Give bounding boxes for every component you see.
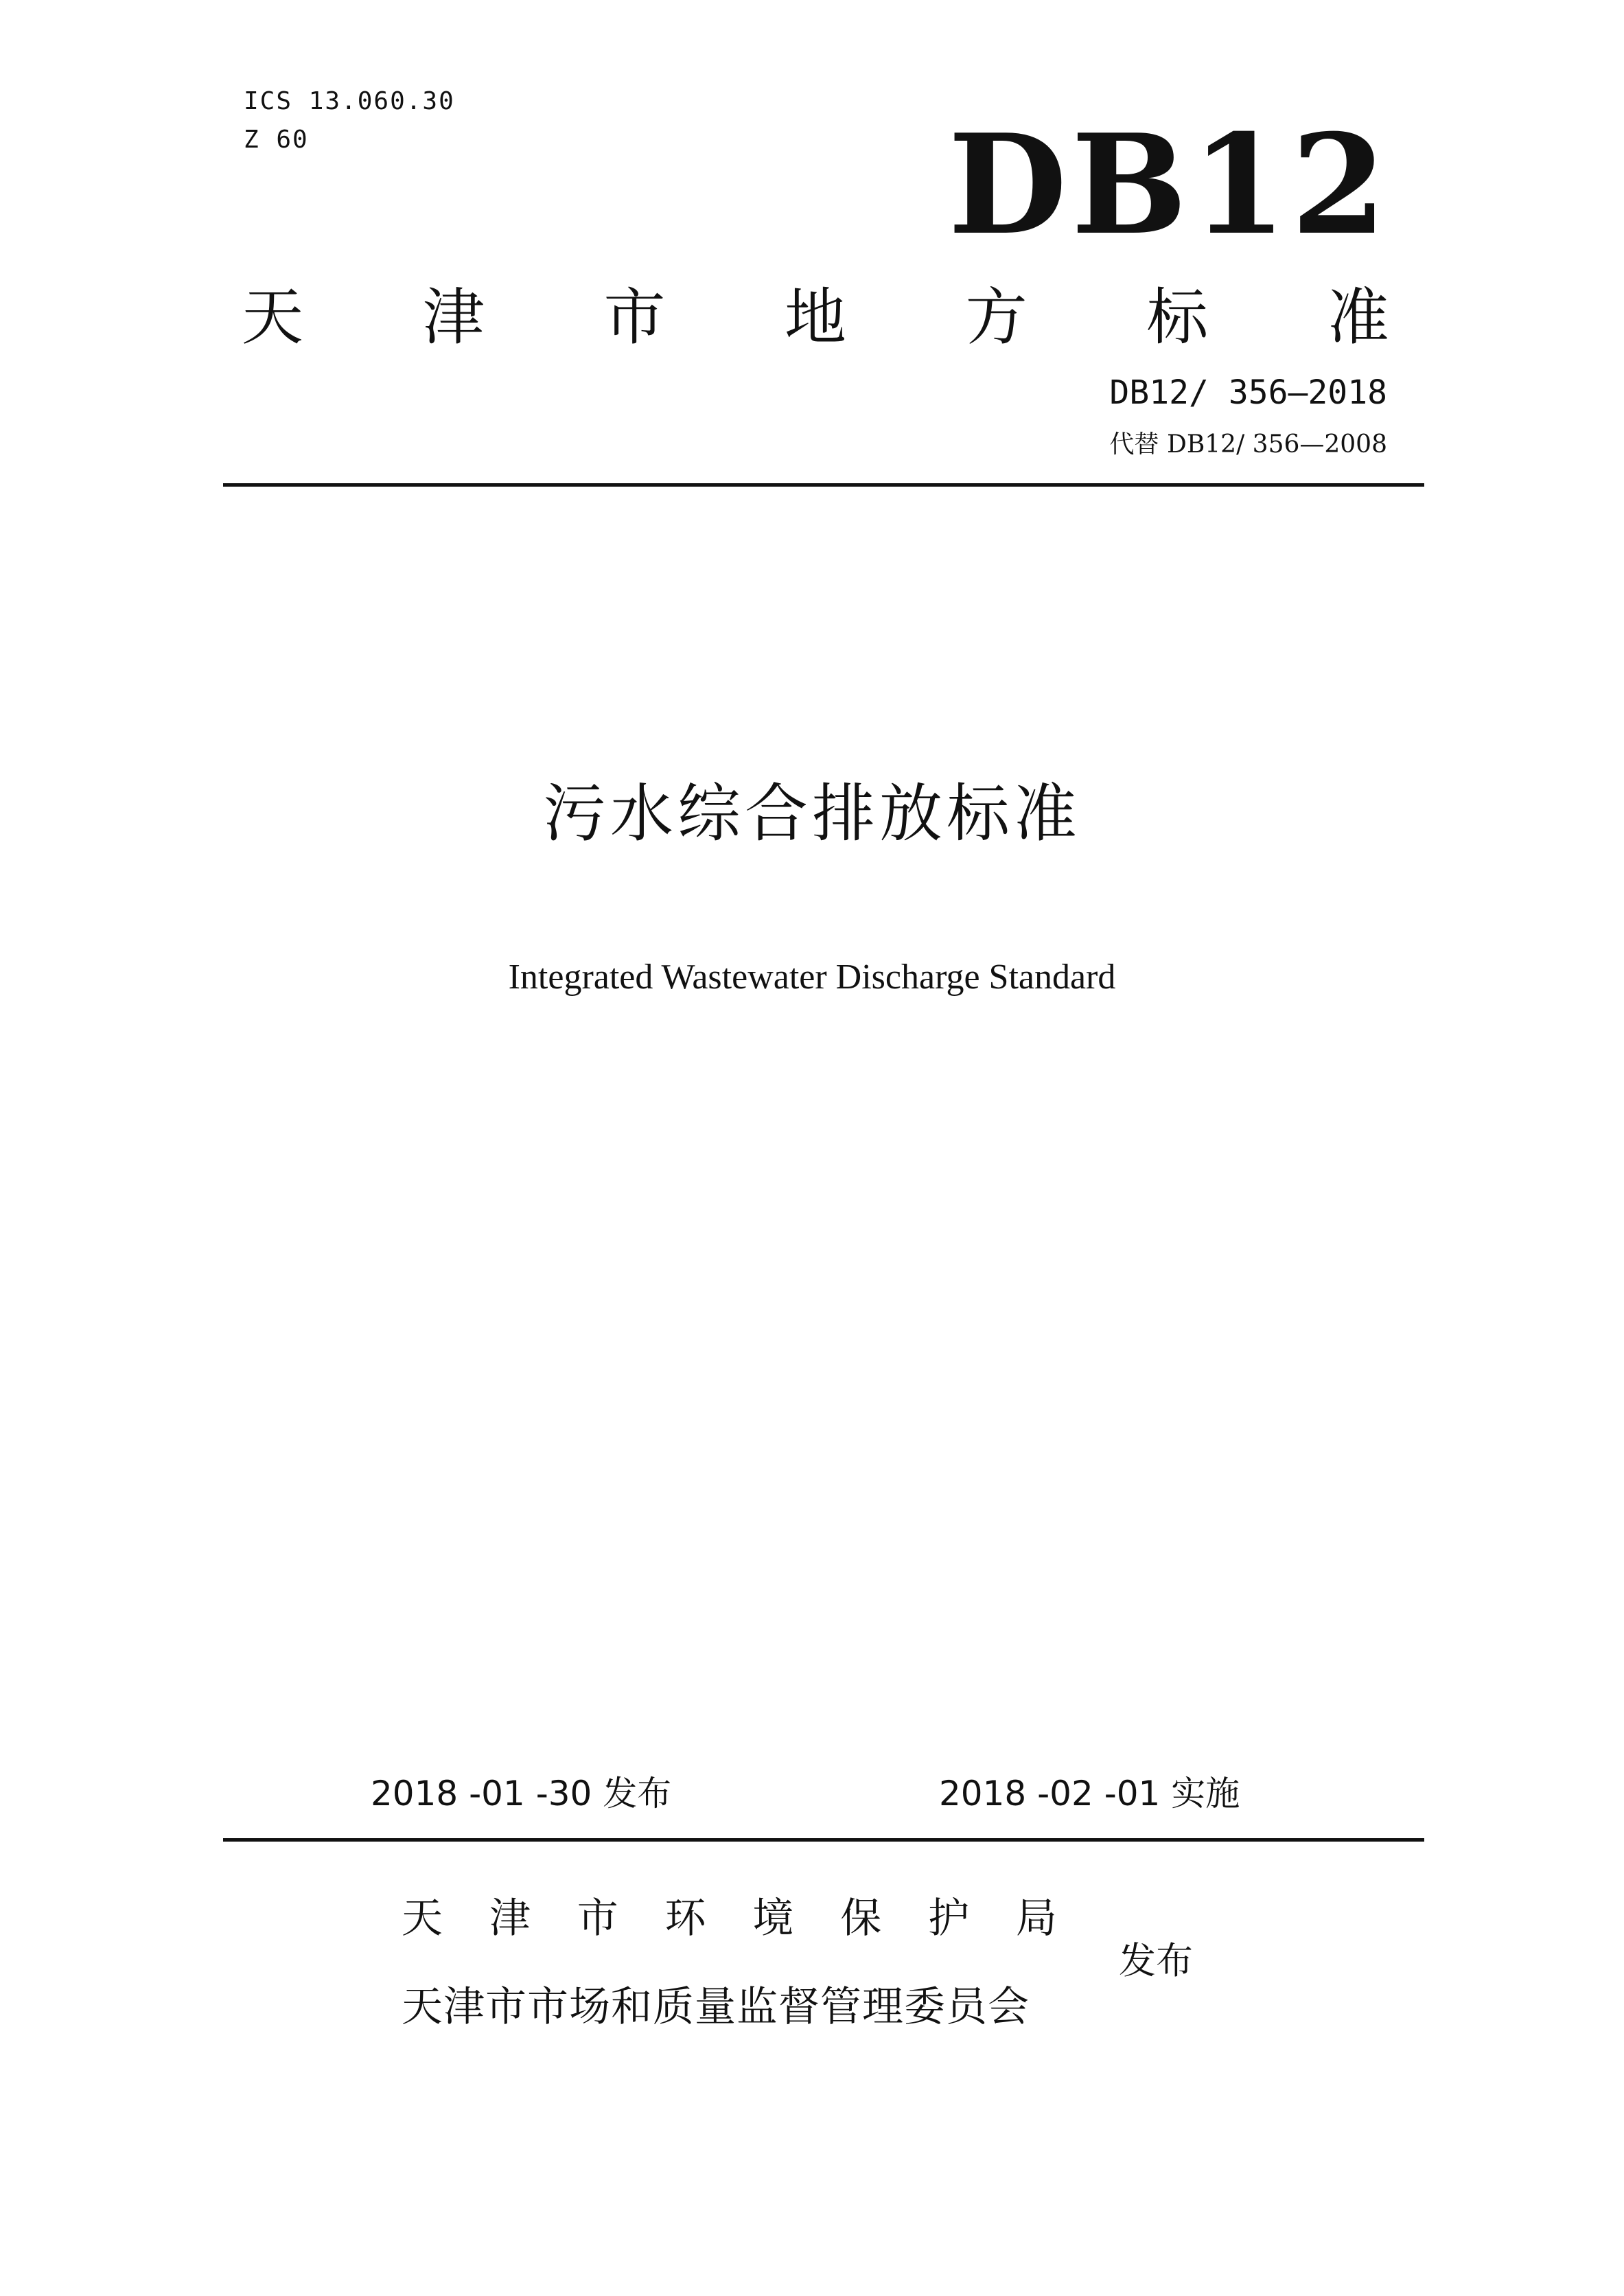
ics-code: ICS 13.060.30 [244,87,455,115]
publisher-char: 保 [840,1894,882,1943]
publisher-char: 市 [577,1894,618,1943]
classification-code: Z 60 [244,126,309,154]
local-standard-char: 准 [1327,281,1389,353]
standard-mark: DB12 [948,104,1391,266]
top-divider [223,483,1424,487]
local-standard-heading [242,281,1389,353]
local-standard-char: 方 [965,281,1028,353]
publish-label: 发布 [1119,1939,1193,1982]
local-standard-char: 市 [603,281,666,353]
publisher-char: 环 [664,1894,706,1943]
title-english: Integrated Wastewater Discharge Standard [508,958,1116,997]
replaces-standard: 代替 DB12/ 356—2008 [1109,430,1387,459]
publisher-char: 护 [928,1894,970,1943]
local-standard-char: 津 [422,281,485,353]
bottom-divider [223,1838,1424,1842]
implementation-date: 2018 -02 -01 实施 [939,1774,1240,1813]
local-standard-char: 地 [784,281,846,353]
title-chinese: 污水综合排放标准 [542,777,1081,850]
local-standard-char: 天 [242,281,303,353]
publisher-environment-bureau [402,1894,1057,1943]
publisher-char: 局 [1015,1894,1057,1943]
publisher-char: 天 [402,1894,443,1943]
standard-number: DB12/ 356—2018 [1109,373,1387,412]
publisher-market-quality-committee: 天津市市场和质量监督管理委员会 [402,1983,1030,2031]
publisher-char: 津 [489,1894,531,1943]
publisher-char: 境 [752,1894,794,1943]
issue-date: 2018 -01 -30 发布 [371,1774,672,1813]
local-standard-char: 标 [1146,281,1209,353]
